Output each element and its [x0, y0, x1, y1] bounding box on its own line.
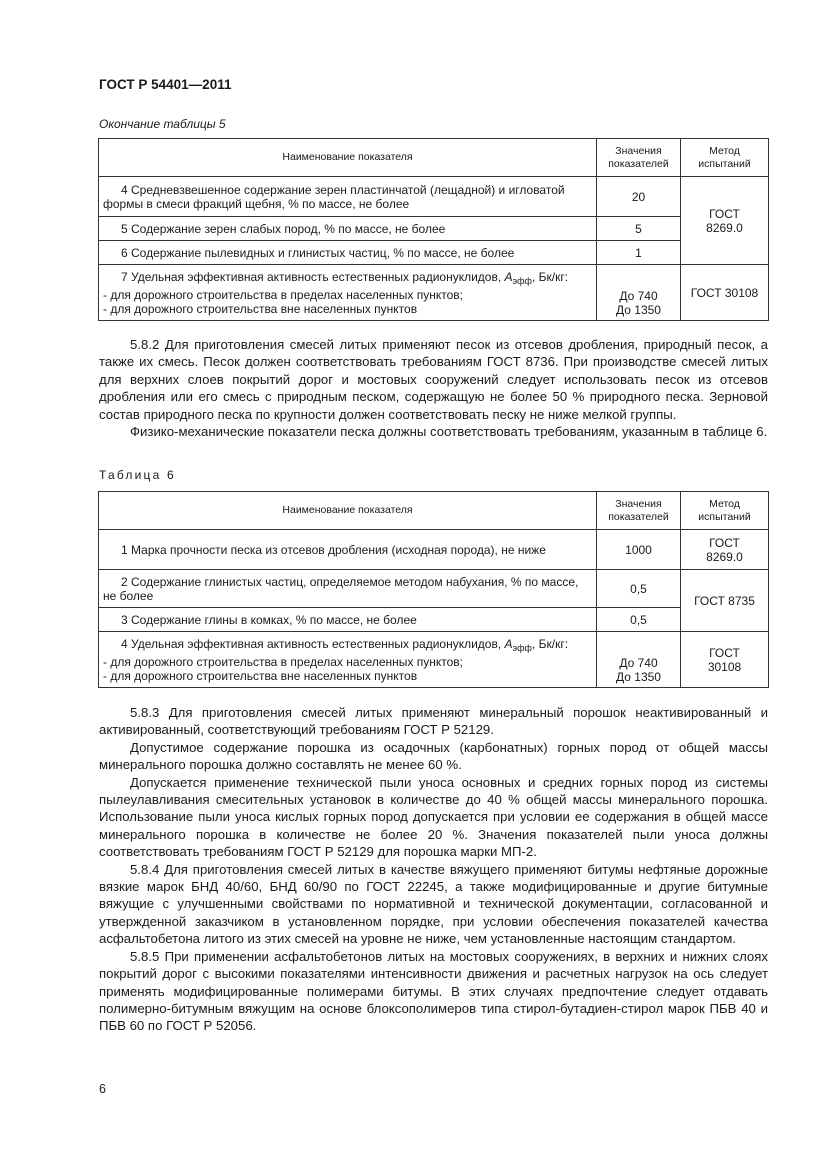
value-line: До 1350 [616, 670, 661, 684]
row-line: - для дорожного строительства вне населенных пунктов [103, 668, 418, 683]
row-name: 5 Содержание зерен слабых пород, % по массе, не более [99, 217, 597, 241]
row-name [99, 632, 597, 688]
paragraph: 5.8.3 Для приготовления смесей литых применяют минеральный порошок неактивированный и активированный, соответствующий требованиям ГОСТ Р 52129. [99, 705, 768, 738]
table-5 [98, 138, 769, 321]
method-text: ГОСТ 8269.0 [706, 535, 743, 564]
paragraph: Допускается применение технической пыли уноса основных и средних горных пород из системы пылеулавливания смесительных установок в количестве до 40 % общей массы минерального порошка. Использование пыли уноса кислых горных пород допускается при условии ее содержания в общей массе минерального порошка в количестве не более 20 %. Значения показателей пыли уноса должны соответствовать требованиям ГОСТ Р 52129 для порошка марки МП-2. [99, 774, 768, 860]
header-name: Наименование показателя [99, 492, 597, 530]
row-name: 4 Средневзвешенное содержание зерен пластинчатой (лещадной) и игловатой формы в смеси фракций щебня, % по массе, не более [99, 177, 597, 217]
row-value: 0,5 [597, 570, 681, 608]
row-value: 20 [597, 177, 681, 217]
table-row [99, 632, 769, 688]
document-header: ГОСТ Р 54401—2011 [99, 77, 232, 92]
table-row [99, 570, 769, 608]
method-cell [681, 530, 769, 570]
paragraph: Физико-механические показатели песка должны соответствовать требованиям, указанным в таблице 6. [130, 424, 768, 440]
row-name-suffix: , Бк/кг: [531, 269, 569, 284]
row-name: 1 Марка прочности песка из отсевов дробления (исходная порода), не ниже [99, 530, 597, 570]
table6-caption: Таблица 6 [99, 468, 176, 482]
paragraph: 5.8.2 Для приготовления смесей литых применяют песок из отсевов дробления, природный песок, а также их смесь. Песок должен соответствовать требованиям ГОСТ 8736. При производстве смесей литых для верхних слоев покрытий дорог и мостовых сооружений следует использовать песок из отсевов дробления или его смесь с природным песком, содержащую не более 50 % природного песка. Зерновой состав природного песка по крупности должен соответствовать песку не ниже мелкой группы. [99, 337, 768, 422]
table-header-row [99, 492, 769, 530]
method-cell: ГОСТ 30108 [681, 265, 769, 321]
row-value: 5 [597, 217, 681, 241]
row-value: 1 [597, 241, 681, 265]
paragraph-block-1 [99, 336, 768, 440]
header-name: Наименование показателя [99, 139, 597, 177]
paragraph-block-2 [99, 704, 768, 1035]
header-method: Метод испытаний [681, 139, 769, 177]
header-value: Значения показателей [597, 492, 681, 530]
method-text: ГОСТ 30108 [707, 645, 742, 674]
row-value: 1000 [597, 530, 681, 570]
row-line: - для дорожного строительства в пределах населенных пунктов; [103, 654, 463, 669]
table-row [99, 217, 769, 241]
row-value [597, 265, 681, 321]
table-row [99, 608, 769, 632]
table5-caption: Окончание таблицы 5 [99, 117, 226, 131]
table-row [99, 241, 769, 265]
row-name: 2 Содержание глинистых частиц, определяемое методом набухания, % по массе, не более [99, 570, 597, 608]
method-cell [681, 177, 769, 265]
value-line: До 1350 [616, 303, 661, 317]
row-name: 3 Содержание глины в комках, % по массе, не более [99, 608, 597, 632]
subscript: эфф [512, 642, 532, 653]
subscript: эфф [512, 275, 532, 286]
row-line: - для дорожного строительства в пределах населенных пунктов; [103, 287, 463, 302]
table-row [99, 530, 769, 570]
header-value: Значения показателей [597, 139, 681, 177]
table-6 [98, 491, 769, 688]
paragraph: 5.8.5 При применении асфальтобетонов литых на мостовых сооружениях, в верхних и нижних слоях покрытий дорог с высокими показателями интенсивности движения и расчетных нагрузок на ось следует применять модифицированные полимерами битумы. В этих случаях предпочтение следует отдавать полимерно-битумным вяжущим на основе блоксополимеров типа стирол-бутадиен-стирол марок ПБВ 40 и ПБВ 60 по ГОСТ Р 52056. [99, 948, 768, 1034]
method-cell: ГОСТ 8735 [681, 570, 769, 632]
table-header-row [99, 139, 769, 177]
table-row [99, 177, 769, 217]
row-name: 6 Содержание пылевидных и глинистых частиц, % по массе, не более [99, 241, 597, 265]
table-row [99, 265, 769, 321]
row-name-suffix: , Бк/кг: [531, 636, 569, 651]
method-text: ГОСТ 8269.0 [706, 206, 743, 235]
symbol: A [504, 636, 513, 651]
row-name-prefix: 7 Удельная эффективная активность естественных радионуклидов, [121, 269, 505, 284]
header-method: Метод испытаний [681, 492, 769, 530]
row-name [99, 265, 597, 321]
paragraph: 5.8.4 Для приготовления смесей литых в качестве вяжущего применяют битумы нефтяные дорожные вязкие марок БНД 40/60, БНД 60/90 по ГОСТ 22245, а также модифицированные и другие битумные вяжущие с улучшенными свойствами по нормативной и технической документации, согласованной и утвержденной заказчиком в установленном порядке, при условии обеспечения показателей качества асфальтобетона литого из этих смесей на уровне не ниже, чем установленные настоящим стандартом. [99, 861, 768, 947]
row-name-prefix: 4 Удельная эффективная активность естественных радионуклидов, [121, 636, 505, 651]
value-line: До 740 [619, 289, 658, 303]
page-number: 6 [99, 1082, 106, 1096]
row-value [597, 632, 681, 688]
value-line: До 740 [619, 656, 658, 670]
row-value: 0,5 [597, 608, 681, 632]
paragraph: Допустимое содержание порошка из осадочных (карбонатных) горных пород от общей массы минерального порошка должно составлять не менее 60 %. [99, 739, 768, 773]
row-line: - для дорожного строительства вне населенных пунктов [103, 301, 418, 316]
method-cell [681, 632, 769, 688]
symbol: A [504, 269, 513, 284]
